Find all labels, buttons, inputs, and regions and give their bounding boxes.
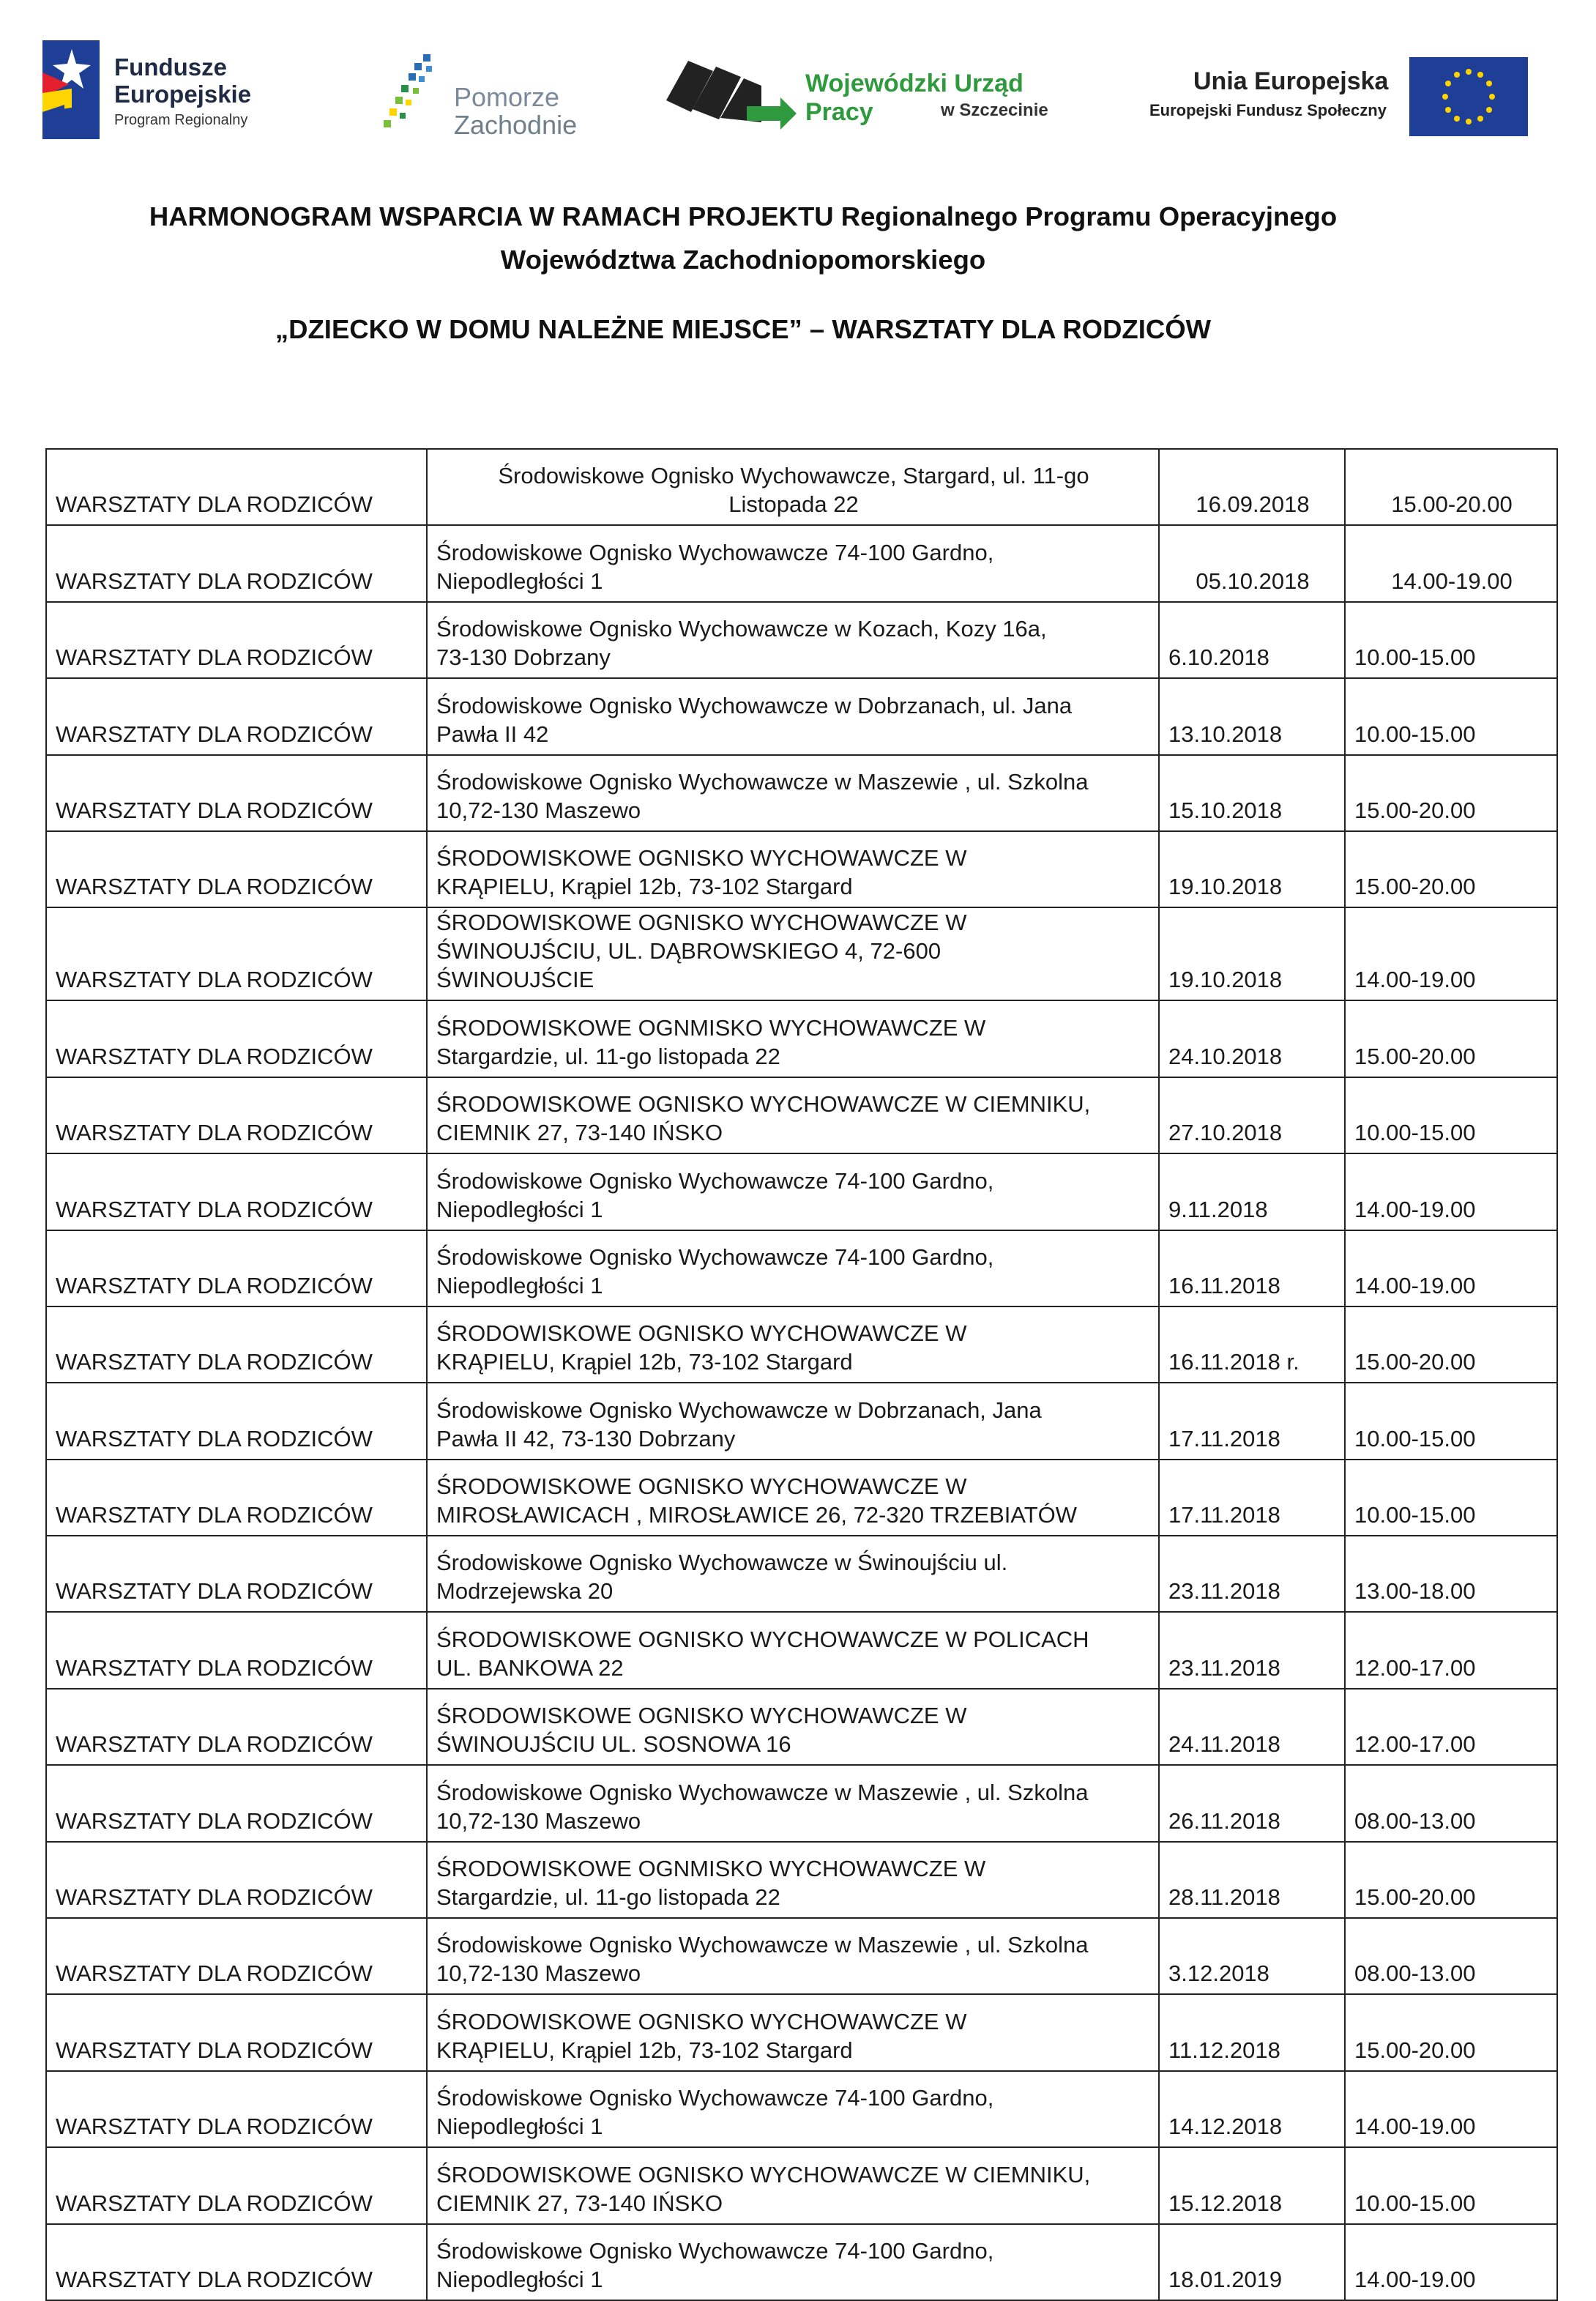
table-row: [46, 831, 1557, 907]
row-date-cell: 16.09.2018: [1159, 449, 1345, 525]
row-time-cell: 15.00-20.00: [1345, 1000, 1557, 1077]
row-time-cell: 12.00-17.00: [1345, 1689, 1557, 1765]
row-type-cell: WARSZTATY DLA RODZICÓW: [46, 449, 427, 525]
row-time-cell: 08.00-13.00: [1345, 1765, 1557, 1841]
row-type-cell: WARSZTATY DLA RODZICÓW: [46, 2224, 427, 2300]
row-place-cell: ŚRODOWISKOWE OGNISKO WYCHOWAWCZE W KRĄPIELU, Krąpiel 12b, 73-102 Stargard: [427, 1306, 1159, 1383]
row-time-cell: 15.00-20.00: [1345, 831, 1557, 907]
row-time-cell: 08.00-13.00: [1345, 1918, 1557, 1994]
row-time-cell: 15.00-20.00: [1345, 755, 1557, 831]
row-place-cell: ŚRODOWISKOWE OGNISKO WYCHOWAWCZE W CIEMNIKU, CIEMNIK 27, 73-140 IŃSKO: [427, 2147, 1159, 2223]
row-time-cell: 10.00-15.00: [1345, 1077, 1557, 1153]
pz-logo-text-2: Zachodnie: [454, 110, 578, 140]
row-date-cell: 24.11.2018: [1159, 1689, 1345, 1765]
schedule-table: [45, 448, 1558, 2301]
row-place-cell: ŚRODOWISKOWE OGNMISKO WYCHOWAWCZE W Stargardzie, ul. 11-go listopada 22: [427, 1000, 1159, 1077]
row-place-cell: ŚRODOWISKOWE OGNISKO WYCHOWAWCZE W ŚWINOUJŚCIU UL. SOSNOWA 16: [427, 1689, 1159, 1765]
row-type-cell: WARSZTATY DLA RODZICÓW: [46, 1918, 427, 1994]
table-row: [46, 1460, 1557, 1536]
table-row: [46, 1842, 1557, 1918]
fe-logo-text-2: Europejskie: [114, 81, 252, 108]
pomorze-zachodnie-logo: [381, 51, 578, 146]
table-row: [46, 1994, 1557, 2070]
row-type-cell: WARSZTATY DLA RODZICÓW: [46, 1077, 427, 1153]
row-time-cell: 15.00-20.00: [1345, 449, 1557, 525]
table-row: [46, 1689, 1557, 1765]
row-date-cell: 16.11.2018 r.: [1159, 1306, 1345, 1383]
row-place-cell: Środowiskowe Ognisko Wychowawcze w Dobrzanach, Jana Pawła II 42, 73-130 Dobrzany: [427, 1383, 1159, 1459]
row-place-cell: Środowiskowe Ognisko Wychowawcze w Maszewie , ul. Szkolna 10,72-130 Maszewo: [427, 1765, 1159, 1841]
row-date-cell: 3.12.2018: [1159, 1918, 1345, 1994]
row-type-cell: WARSZTATY DLA RODZICÓW: [46, 755, 427, 831]
row-time-cell: 15.00-20.00: [1345, 1994, 1557, 2070]
row-type-cell: WARSZTATY DLA RODZICÓW: [46, 1842, 427, 1918]
row-time-cell: 14.00-19.00: [1345, 2071, 1557, 2147]
table-row: [46, 678, 1557, 754]
row-place-cell: ŚRODOWISKOWE OGNISKO WYCHOWAWCZE W POLICACH UL. BANKOWA 22: [427, 1612, 1159, 1688]
row-place-cell: ŚRODOWISKOWE OGNISKO WYCHOWAWCZE W KRĄPIELU, Krąpiel 12b, 73-102 Stargard: [427, 831, 1159, 907]
ue-logo-text-1: Unia Europejska: [1193, 67, 1389, 95]
table-row: [46, 1536, 1557, 1612]
row-time-cell: 14.00-19.00: [1345, 1153, 1557, 1230]
row-time-cell: 10.00-15.00: [1345, 602, 1557, 678]
wup-logo-text-1: Wojewódzki Urząd Pracy: [805, 70, 1023, 126]
pomorze-zachodnie-leaf-icon: [381, 51, 454, 139]
row-date-cell: 19.10.2018: [1159, 907, 1345, 1000]
row-date-cell: 14.12.2018: [1159, 2071, 1345, 2147]
fundusze-europejskie-flag-icon: [42, 40, 100, 139]
table-row: [46, 1918, 1557, 1994]
table-row: [46, 1306, 1557, 1383]
row-type-cell: WARSZTATY DLA RODZICÓW: [46, 1383, 427, 1459]
row-type-cell: WARSZTATY DLA RODZICÓW: [46, 1460, 427, 1536]
row-place-cell: Środowiskowe Ognisko Wychowawcze w Świnoujściu ul. Modrzejewska 20: [427, 1536, 1159, 1612]
row-place-cell: Środowiskowe Ognisko Wychowawcze w Maszewie , ul. Szkolna 10,72-130 Maszewo: [427, 755, 1159, 831]
row-place-cell: ŚRODOWISKOWE OGNMISKO WYCHOWAWCZE W Stargardzie, ul. 11-go listopada 22: [427, 1842, 1159, 1918]
table-row: [46, 1077, 1557, 1153]
unia-europejska-logo: [1138, 57, 1534, 145]
table-row: [46, 602, 1557, 678]
table-row: [46, 1153, 1557, 1230]
table-row: [46, 755, 1557, 831]
row-type-cell: WARSZTATY DLA RODZICÓW: [46, 1765, 427, 1841]
table-row: [46, 1000, 1557, 1077]
row-type-cell: WARSZTATY DLA RODZICÓW: [46, 831, 427, 907]
table-row: [46, 907, 1557, 1000]
logo-strip: [0, 0, 1596, 146]
row-place-cell: Środowiskowe Ognisko Wychowawcze 74-100 Gardno, Niepodległości 1: [427, 2071, 1159, 2147]
row-time-cell: 10.00-15.00: [1345, 1460, 1557, 1536]
row-place-cell: Środowiskowe Ognisko Wychowawcze 74-100 Gardno, Niepodległości 1: [427, 525, 1159, 601]
table-row: [46, 2147, 1557, 2223]
row-date-cell: 26.11.2018: [1159, 1765, 1345, 1841]
row-type-cell: WARSZTATY DLA RODZICÓW: [46, 1536, 427, 1612]
row-time-cell: 12.00-17.00: [1345, 1612, 1557, 1688]
row-place-cell: ŚRODOWISKOWE OGNISKO WYCHOWAWCZE W MIROSŁAWICACH , MIROSŁAWICE 26, 72-320 TRZEBIATÓW: [427, 1460, 1159, 1536]
row-time-cell: 14.00-19.00: [1345, 2224, 1557, 2300]
row-place-cell: Środowiskowe Ognisko Wychowawcze 74-100 Gardno, Niepodległości 1: [427, 1230, 1159, 1306]
row-date-cell: 23.11.2018: [1159, 1536, 1345, 1612]
row-type-cell: WARSZTATY DLA RODZICÓW: [46, 1612, 427, 1688]
row-place-cell: Środowiskowe Ognisko Wychowawcze w Maszewie , ul. Szkolna 10,72-130 Maszewo: [427, 1918, 1159, 1994]
row-place-cell: Środowiskowe Ognisko Wychowawcze w Kozach, Kozy 16a, 73-130 Dobrzany: [427, 602, 1159, 678]
row-type-cell: WARSZTATY DLA RODZICÓW: [46, 1306, 427, 1383]
pz-logo-text-1: Pomorze: [454, 82, 560, 112]
row-time-cell: 14.00-19.00: [1345, 1230, 1557, 1306]
row-time-cell: 13.00-18.00: [1345, 1536, 1557, 1612]
wup-arrow-icon: [659, 55, 798, 135]
row-date-cell: 15.12.2018: [1159, 2147, 1345, 2223]
row-place-cell: Środowiskowe Ognisko Wychowawcze 74-100 Gardno, Niepodległości 1: [427, 1153, 1159, 1230]
row-type-cell: WARSZTATY DLA RODZICÓW: [46, 1230, 427, 1306]
row-time-cell: 14.00-19.00: [1345, 525, 1557, 601]
document-subtitle: „DZIECKO W DOMU NALEŻNE MIEJSCE” – WARSZTATY DLA RODZICÓW: [275, 314, 1212, 344]
row-type-cell: WARSZTATY DLA RODZICÓW: [46, 2071, 427, 2147]
row-time-cell: 15.00-20.00: [1345, 1842, 1557, 1918]
row-place-cell: Środowiskowe Ognisko Wychowawcze 74-100 Gardno, Niepodległości 1: [427, 2224, 1159, 2300]
row-date-cell: 6.10.2018: [1159, 602, 1345, 678]
row-date-cell: 05.10.2018: [1159, 525, 1345, 601]
row-type-cell: WARSZTATY DLA RODZICÓW: [46, 678, 427, 754]
table-row: [46, 449, 1557, 525]
table-row: [46, 525, 1557, 601]
table-row: [46, 1612, 1557, 1688]
row-date-cell: 11.12.2018: [1159, 1994, 1345, 2070]
table-row: [46, 2071, 1557, 2147]
row-date-cell: 17.11.2018: [1159, 1460, 1345, 1536]
fe-logo-text-1: Fundusze: [114, 53, 227, 81]
row-date-cell: 23.11.2018: [1159, 1612, 1345, 1688]
fundusze-europejskie-logo: [42, 40, 291, 143]
row-date-cell: 24.10.2018: [1159, 1000, 1345, 1077]
row-place-cell: ŚRODOWISKOWE OGNISKO WYCHOWAWCZE W CIEMNIKU, CIEMNIK 27, 73-140 IŃSKO: [427, 1077, 1159, 1153]
row-type-cell: WARSZTATY DLA RODZICÓW: [46, 1689, 427, 1765]
row-date-cell: 17.11.2018: [1159, 1383, 1345, 1459]
wup-logo-text-2: w Szczecinie: [941, 100, 1048, 120]
row-time-cell: 10.00-15.00: [1345, 2147, 1557, 2223]
row-type-cell: WARSZTATY DLA RODZICÓW: [46, 1153, 427, 1230]
row-date-cell: 13.10.2018: [1159, 678, 1345, 754]
row-type-cell: WARSZTATY DLA RODZICÓW: [46, 907, 427, 1000]
row-date-cell: 28.11.2018: [1159, 1842, 1345, 1918]
row-date-cell: 16.11.2018: [1159, 1230, 1345, 1306]
table-row: [46, 1383, 1557, 1459]
row-place-cell: ŚRODOWISKOWE OGNISKO WYCHOWAWCZE W KRĄPIELU, Krąpiel 12b, 73-102 Stargard: [427, 1994, 1159, 2070]
row-date-cell: 27.10.2018: [1159, 1077, 1345, 1153]
table-row: [46, 2224, 1557, 2300]
row-time-cell: 10.00-15.00: [1345, 1383, 1557, 1459]
fe-logo-text-3: Program Regionalny: [114, 112, 248, 128]
row-type-cell: WARSZTATY DLA RODZICÓW: [46, 525, 427, 601]
table-row: [46, 1230, 1557, 1306]
ue-logo-text-2: Europejski Fundusz Społeczny: [1149, 101, 1387, 119]
row-time-cell: 14.00-19.00: [1345, 907, 1557, 1000]
row-date-cell: 19.10.2018: [1159, 831, 1345, 907]
document-title-line-2: Województwa Zachodniopomorskiego: [500, 245, 986, 275]
row-date-cell: 9.11.2018: [1159, 1153, 1345, 1230]
row-type-cell: WARSZTATY DLA RODZICÓW: [46, 1000, 427, 1077]
row-place-cell: Środowiskowe Ognisko Wychowawcze, Stargard, ul. 11-go Listopada 22: [427, 449, 1159, 525]
row-time-cell: 15.00-20.00: [1345, 1306, 1557, 1383]
row-type-cell: WARSZTATY DLA RODZICÓW: [46, 602, 427, 678]
schedule-table-body: [46, 449, 1557, 2300]
row-time-cell: 10.00-15.00: [1345, 678, 1557, 754]
table-row: [46, 1765, 1557, 1841]
row-type-cell: WARSZTATY DLA RODZICÓW: [46, 2147, 427, 2223]
row-date-cell: 18.01.2019: [1159, 2224, 1345, 2300]
document-title-line-1: HARMONOGRAM WSPARCIA W RAMACH PROJEKTU Regionalnego Programu Operacyjnego: [149, 201, 1338, 231]
row-type-cell: WARSZTATY DLA RODZICÓW: [46, 1994, 427, 2070]
row-place-cell: Środowiskowe Ognisko Wychowawcze w Dobrzanach, ul. Jana Pawła II 42: [427, 678, 1159, 754]
eu-flag-icon: [1409, 57, 1528, 136]
wojewodzki-urzad-pracy-logo: [659, 55, 1069, 150]
row-date-cell: 15.10.2018: [1159, 755, 1345, 831]
row-place-cell: ŚRODOWISKOWE OGNISKO WYCHOWAWCZE W ŚWINOUJŚCIU, UL. DĄBROWSKIEGO 4, 72-600 ŚWINOUJŚCIE: [427, 907, 1159, 1000]
